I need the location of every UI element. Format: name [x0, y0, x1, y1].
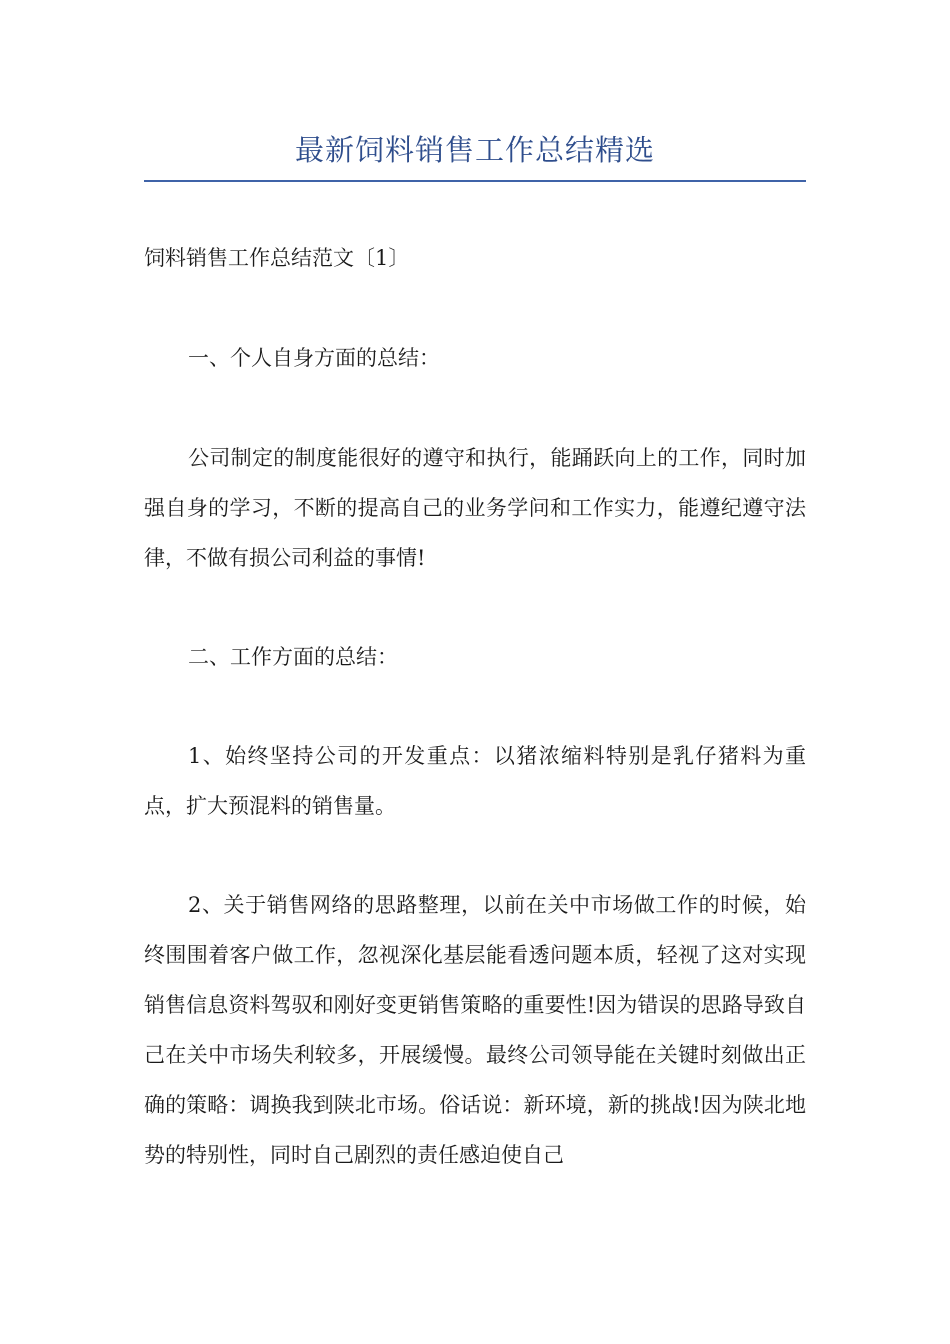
list-item-1: 1、始终坚持公司的开发重点：以猪浓缩料特别是乳仔猪料为重点，扩大预混料的销售量。: [144, 744, 806, 818]
list-item-2: 2、关于销售网络的思路整理，以前在关中市场做工作的时候，始终围围着客户做工作，忽视深化基层能看透问题本质，轻视了这对实现销售信息资料驾驭和刚好变更销售策略的重要性!因为错误的思路导致自己在关中市场失利较多，开展缓慢。最终公司领导能在关键时刻做出正确的策略：调换我到陕北市场。俗话说：新环境，新的挑战!因为陕北地势的特别性，同时自己剧烈的责任感迫使自己: [144, 893, 806, 1167]
document-subtitle: 饲料销售工作总结范文〔1〕: [144, 246, 410, 270]
section-1-paragraph: 公司制定的制度能很好的遵守和执行，能踊跃向上的工作，同时加强自身的学习，不断的提高自己的业务学问和工作实力，能遵纪遵守法律，不做有损公司利益的事情!: [144, 446, 806, 570]
section-2-heading: 二、工作方面的总结：: [188, 645, 398, 669]
title-underline: [144, 180, 806, 182]
document-title: 最新饲料销售工作总结精选: [294, 133, 655, 167]
section-1-heading: 一、个人自身方面的总结：: [188, 346, 440, 370]
